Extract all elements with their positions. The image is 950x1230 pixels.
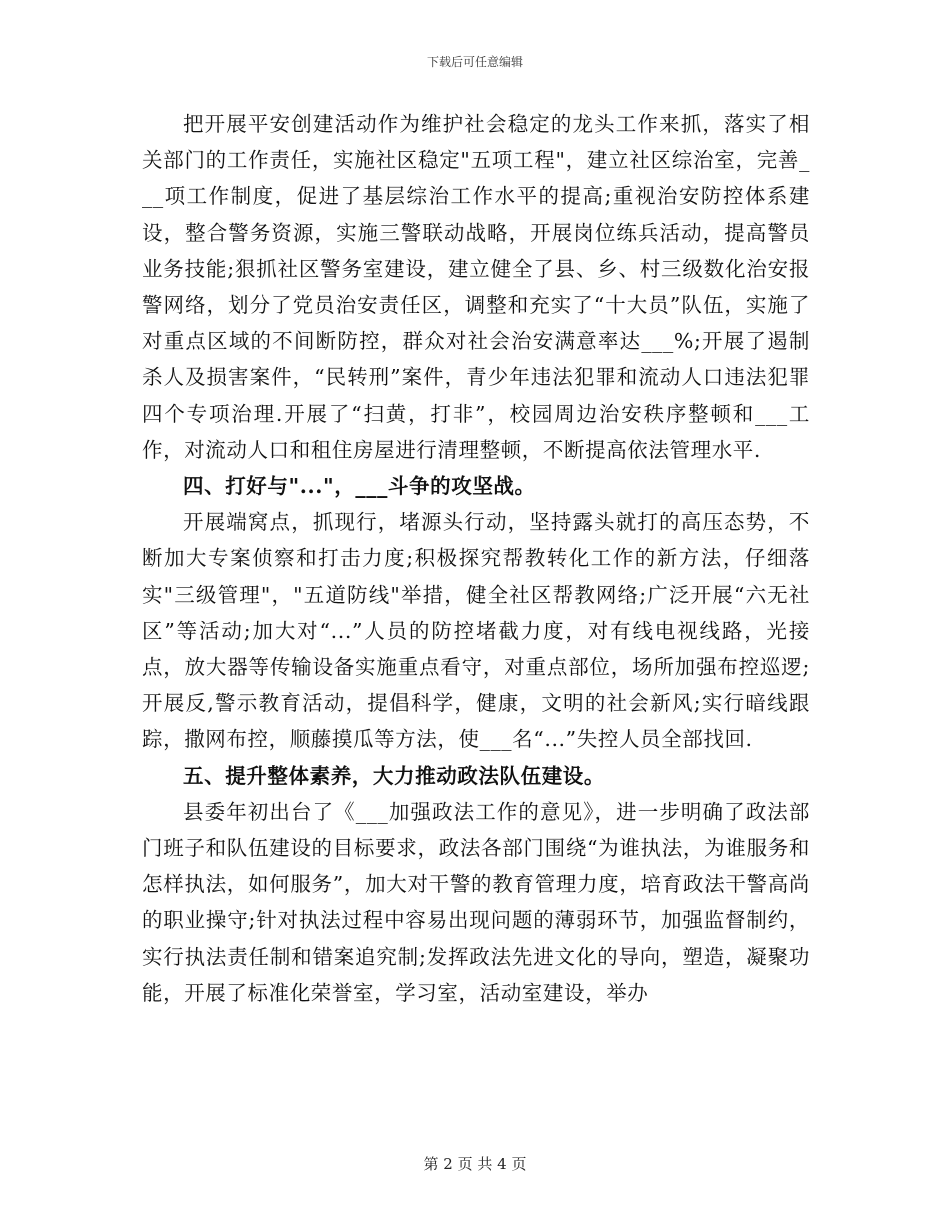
- document-body: [142, 106, 810, 1011]
- section-heading-5: 五、提升整体素养，大力推动政法队伍建设。: [183, 763, 605, 788]
- paragraph-crackdown: 开展端窝点，抓现行，堵源头行动，坚持露头就打的高压态势，不断加大专案侦察和打击力度;积极探究帮教转化工作的新方法，仔细落实"三级管理"，"五道防线"举措，健全社区帮教网络;广泛开展“六无社区”等活动;加大对“...”人员的防控堵截力度，对有线电视线路，光接点，放大器等传输设备实施重点看守，对重点部位，场所加强布控巡逻;开展反,警示教育活动，提倡科学，健康，文明的社会新风;实行暗线跟踪，撒网布控，顺藤摸瓜等方法，使___名“...”失控人员全部找回.: [142, 510, 810, 752]
- section-heading-4: 四、打好与"..."，___斗争的攻坚战。: [183, 474, 536, 499]
- page-header-note: 下载后可任意编辑: [426, 55, 523, 69]
- page-number-footer: 第 2 页 共 4 页: [423, 1155, 527, 1173]
- paragraph-team-building: 县委年初出台了《___加强政法工作的意见》，进一步明确了政法部门班子和队伍建设的目标要求，政法各部门围绕“为谁执法，为谁服务和怎样执法，如何服务”，加大对干警的教育管理力度，培育政法干警高尚的职业操守;针对执法过程中容易出现问题的薄弱环节，加强监督制约，实行执法责任制和错案追究制;发挥政法先进文化的导向，塑造，凝聚功能，开展了标准化荣誉室，学习室，活动室建设，举办: [142, 799, 810, 1005]
- paragraph-safety-campaign: 把开展平安创建活动作为维护社会稳定的龙头工作来抓，落实了相关部门的工作责任，实施社区稳定"五项工程"，建立社区综治室，完善___项工作制度，促进了基层综治工作水平的提高;重视治安防控体系建设，整合警务资源，实施三警联动战略，开展岗位练兵活动，提高警员业务技能;狠抓社区警务室建设，建立健全了县、乡、村三级数化治安报警网络，划分了党员治安责任区，调整和充实了“十大员”队伍，实施了对重点区域的不间断防控，群众对社会治安满意率达___%;开展了遏制杀人及损害案件，“民转刑”案件，青少年违法犯罪和流动人口违法犯罪四个专项治理.开展了“扫黄，打非”，校园周边治安秩序整顿和___工作，对流动人口和租住房屋进行清理整顿，不断提高依法管理水平.: [142, 112, 810, 462]
